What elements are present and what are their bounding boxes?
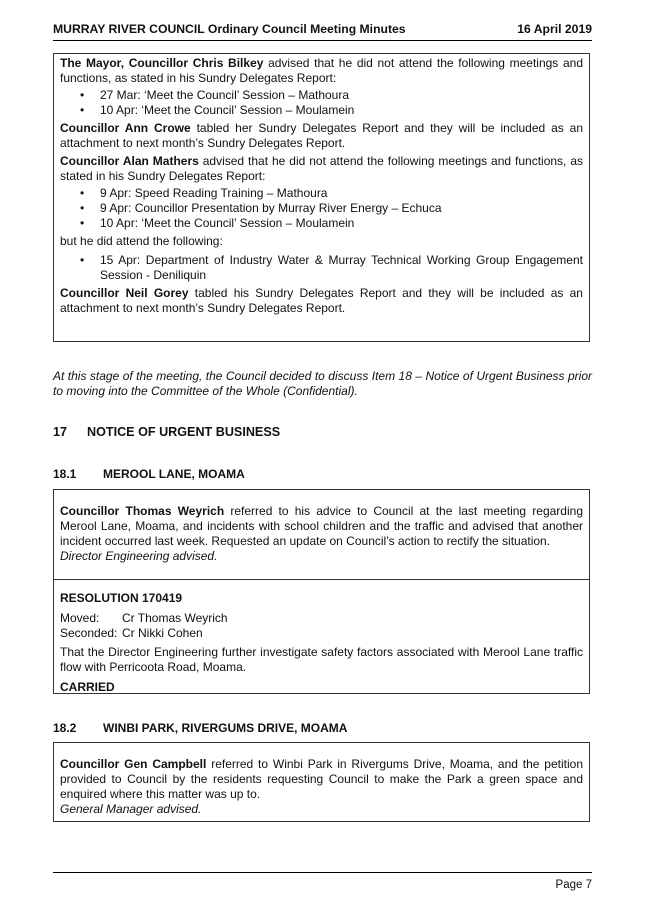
- carried-label: CARRIED: [60, 680, 115, 694]
- merool-lane-box: [53, 489, 590, 694]
- paragraph-attended: but he did attend the following:: [60, 234, 223, 248]
- page-header: [53, 22, 592, 41]
- list-item: • 10 Apr: ‘Meet the Council’ Session – Moulamein: [60, 103, 583, 118]
- item-18-1-heading: 18.1 MEROOL LANE, MOAMA: [53, 467, 245, 481]
- seconded-row: Seconded: Cr Nikki Cohen: [60, 626, 203, 640]
- delegates-report-box: [53, 53, 590, 342]
- attended-list: [60, 253, 583, 283]
- meeting-note: At this stage of the meeting, the Council decided to discuss Item 18 – Notice of Urgent Business prior to moving into the Committee of the Whole (Confidential).: [53, 369, 592, 398]
- header-title: MURRAY RIVER COUNCIL Ordinary Council Meeting Minutes: [53, 22, 406, 36]
- resolution-section: [54, 579, 589, 695]
- page-footer: [53, 872, 592, 893]
- winbi-park-box: [53, 742, 590, 822]
- mayor-list: [60, 88, 583, 118]
- advised-note: Director Engineering advised.: [60, 549, 218, 563]
- list-item: • 10 Apr: ‘Meet the Council’ Session – Moulamein: [60, 216, 583, 231]
- paragraph-campbell: Councillor Gen Campbell referred to Winbi Park in Rivergums Drive, Moama, and the petition provided to Council by the residents requesting Council to make the Park a green space and enquired where this matter was up to.: [60, 757, 583, 801]
- paragraph-mayor: The Mayor, Councillor Chris Bilkey advised that he did not attend the following meetings and functions, as stated in his Sundry Delegates Report:: [60, 56, 583, 85]
- list-item: • 15 Apr: Department of Industry Water & Murray Technical Working Group Engagement Session - Deniliquin: [60, 253, 583, 283]
- paragraph-weyrich: Councillor Thomas Weyrich referred to his advice to Council at the last meeting regarding Merool Lane, Moama, and incidents with school children and the traffic and advised that another incident occurred last week. Requested an update on Council’s action to rectify the situation.: [60, 504, 583, 548]
- paragraph-mathers: Councillor Alan Mathers advised that he did not attend the following meetings and functions, as stated in his Sundry Delegates Report:: [60, 154, 583, 183]
- header-date: 16 April 2019: [517, 22, 592, 36]
- list-item: • 9 Apr: Councillor Presentation by Murray River Energy – Echuca: [60, 201, 583, 216]
- page-number: Page 7: [555, 879, 592, 891]
- advised-note: General Manager advised.: [60, 802, 202, 816]
- merool-lane-discussion: [54, 490, 589, 572]
- paragraph-crowe: Councillor Ann Crowe tabled her Sundry Delegates Report and they will be included as an attachment to next month’s Sundry Delegates Report.: [60, 121, 583, 150]
- section-17-heading: 17 NOTICE OF URGENT BUSINESS: [53, 425, 281, 439]
- moved-row: Moved: Cr Thomas Weyrich: [60, 611, 228, 625]
- list-item: • 27 Mar: ‘Meet the Council’ Session – Mathoura: [60, 88, 583, 103]
- list-item: • 9 Apr: Speed Reading Training – Mathoura: [60, 186, 583, 201]
- paragraph-gorey: Councillor Neil Gorey tabled his Sundry Delegates Report and they will be included as an attachment to next month’s Sundry Delegates Report.: [60, 286, 583, 315]
- resolution-text: That the Director Engineering further investigate safety factors associated with Merool Lane traffic flow with Perricoota Road, Moama.: [60, 645, 583, 674]
- mathers-list: [60, 186, 583, 231]
- resolution-title: RESOLUTION 170419: [60, 591, 183, 605]
- item-18-2-heading: 18.2 WINBI PARK, RIVERGUMS DRIVE, MOAMA: [53, 721, 348, 735]
